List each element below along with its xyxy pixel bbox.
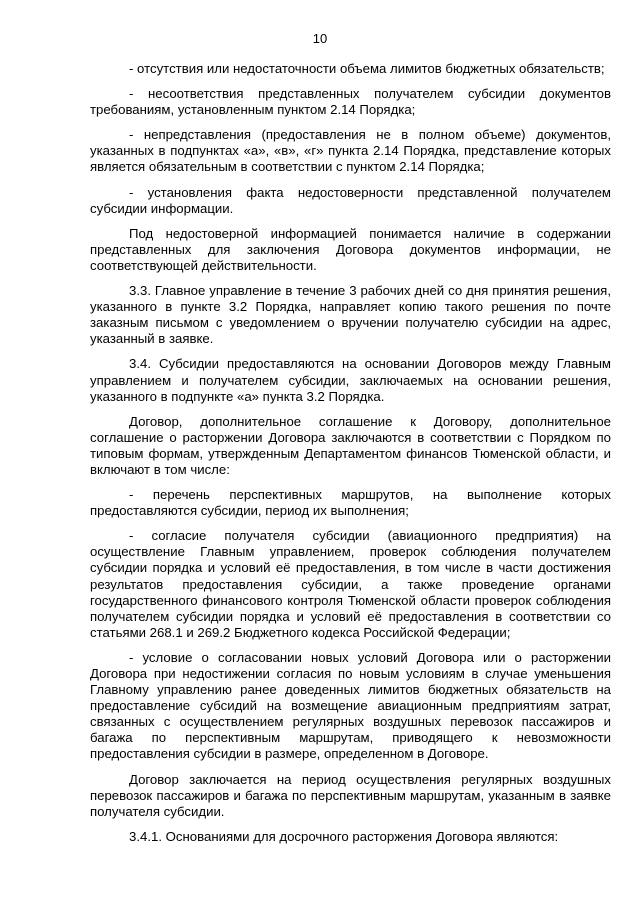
list-item-limits: - отсутствия или недостаточности объема лимитов бюджетных обязательств; (129, 61, 605, 76)
paragraph-3-3: 3.3. Главное управление в течение 3 рабочих дней со дня принятия решения, указанного в пункте 3.2 Порядка, направляет копию такого решения по почте заказным письмом с уведомлением о вручении получателю субсидии на адрес, указанный в заявке. (90, 283, 611, 347)
paragraph-3-4-1: 3.4.1. Основаниями для досрочного расторжения Договора являются: (129, 828, 559, 844)
page-number: 10 (312, 31, 328, 46)
paragraph-agreement-period: Договор заключается на период осуществления регулярных воздушных перевозок пассажиров и багажа по перспективным маршрутам, указанным в заявке получателя субсидии. (90, 771, 611, 819)
paragraph-3-4: 3.4. Субсидии предоставляются на основании Договоров между Главным управлением и получателем субсидии, заключаемых на основании решения, указанного в подпункте «а» пункта 3.2 Порядка. (90, 356, 611, 404)
list-item-false-information: - установления факта недостоверности представленной получателем субсидии информации. (90, 184, 611, 216)
list-item-new-conditions: - условие о согласовании новых условий Договора или о расторжении Договора при недостижении согласия по новым условиям в случае уменьшения Главному управлению ранее доведенных лимитов бюджетных обязательств на предоставление субсидий на возмещение авиационным предприятиям затрат, связанных с осуществлением регулярных воздушных перевозок пассажиров и багажа по перспективным маршрутам, приводящего к невозможности предоставления субсидии в размере, определенном в Договоре. (90, 649, 611, 762)
paragraph-false-information-definition: Под недостоверной информацией понимается наличие в содержании представленных для заключения Договора документов информации, не соответствующей действительности. (90, 225, 611, 273)
list-item-documents-mismatch: - несоответствия представленных получателем субсидии документов требованиям, установленным пунктом 2.14 Порядка; (90, 86, 611, 118)
list-item-documents-missing: - непредставления (предоставления не в полном объеме) документов, указанных в подпунктах «а», «в», «г» пункта 2.14 Порядка, представление которых является обязательным в соответствии с пунктом 2.14 Порядка; (90, 127, 611, 175)
paragraph-agreement-forms: Договор, дополнительное соглашение к Договору, дополнительное соглашение о расторжении Договора заключаются в соответствии с Порядком по типовым формам, утвержденным Департаментом финансов Тюменской области, и включают в том числе: (90, 413, 611, 477)
list-item-consent: - согласие получателя субсидии (авиационного предприятия) на осуществление Главным управлением, проверок соблюдения получателем субсидии порядка и условий её предоставления, в том числе в части достижения результатов предоставления субсидии, а также проведение органами государственного финансового контроля Тюменской области проверок соблюдения получателем субсидии порядка и условий её предоставления в соответствии со статьями 268.1 и 269.2 Бюджетного кодекса Российской Федерации; (90, 528, 611, 640)
document-body (90, 61, 611, 854)
list-item-routes: - перечень перспективных маршрутов, на выполнение которых предоставляются субсидии, период их выполнения; (90, 487, 611, 519)
